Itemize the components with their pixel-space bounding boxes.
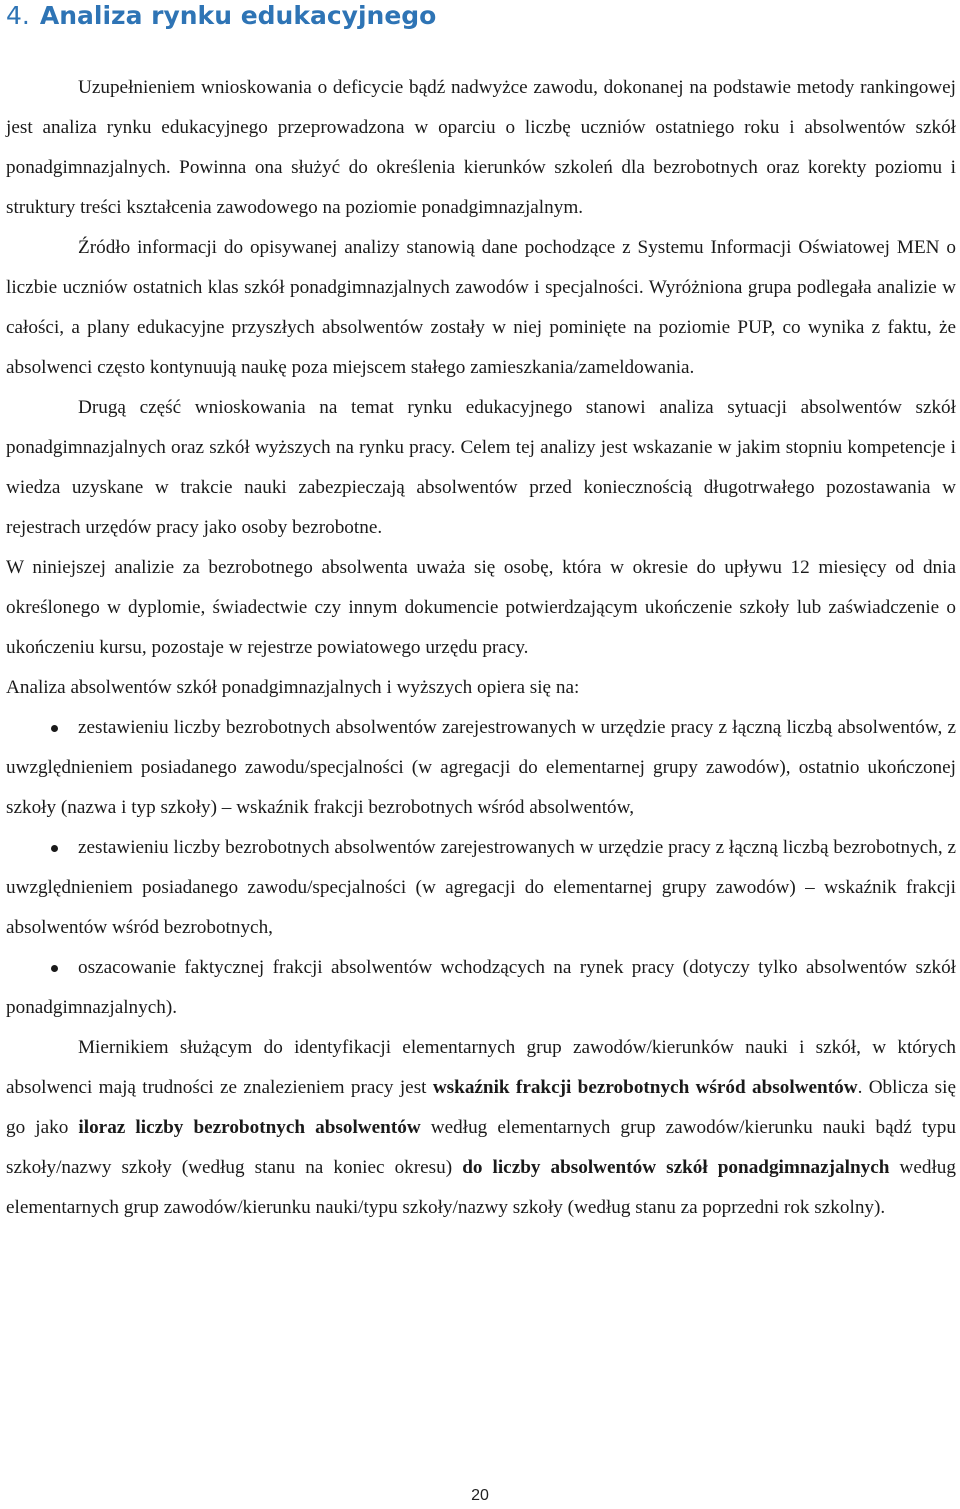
indicator-bold-3: do liczby absolwentów szkół ponadgimnazjalnych <box>462 1157 890 1178</box>
indicator-text-4: według elementarnych grup zawodów/kierunku nauki/typu szkoły/nazwy szkoły (według stanu za poprzedni rok szkolny). <box>6 1157 956 1218</box>
list-item-text: zestawieniu liczby bezrobotnych absolwentów zarejestrowanych w urzędzie pracy z łączną liczbą absolwentów, z uwzględnieniem posiadanego zawodu/specjalności (w agregacji do elementarnej grupy zawodów), ostatnio ukończonej szkoły (nazwa i typ szkoły) – wskaźnik frakcji bezrobotnych wśród absolwentów, <box>6 717 956 818</box>
bullet-icon <box>51 725 58 732</box>
paragraph-definition: W niniejszej analizie za bezrobotnego absolwenta uważa się osobę, która w okresie do upływu 12 miesięcy od dnia określonego w dyplomie, świadectwie czy innym dokumencie potwierdzającym ukończenie szkoły lub zaświadczenie o ukończeniu kursu, pozostaje w rejestrze powiatowego urzędu pracy. <box>6 557 956 658</box>
section-number: 4. <box>6 1 30 30</box>
paragraph-indicator <box>6 1028 956 1228</box>
indicator-text-1: Miernikiem służącym do identyfikacji elementarnych grup zawodów/kierunków nauki i szkół, w których absolwenci mają trudności ze znalezieniem pracy jest <box>6 1037 956 1098</box>
section-heading <box>6 0 436 32</box>
indicator-bold-2: iloraz liczby bezrobotnych absolwentów <box>78 1117 421 1138</box>
page-number: 20 <box>471 1487 489 1504</box>
list-item-text: oszacowanie faktycznej frakcji absolwentów wchodzących na rynek pracy (dotyczy tylko absolwentów szkół ponadgimnazjalnych). <box>6 957 956 1018</box>
indicator-text-3: według elementarnych grup zawodów/kierunku nauki bądź typu szkoły/nazwy szkoły (według stanu na koniec okresu) <box>6 1117 956 1178</box>
paragraph-graduates: Drugą część wnioskowania na temat rynku edukacyjnego stanowi analiza sytuacji absolwentów szkół ponadgimnazjalnych oraz szkół wyższych na rynku pracy. Celem tej analizy jest wskazanie w jakim stopniu kompetencje i wiedza uzyskane w trakcie nauki zabezpieczają absolwentów przed koniecznością długotrwałego pozostawania w rejestrach urzędów pracy jako osoby bezrobotne. <box>6 397 956 538</box>
paragraph-source: Źródło informacji do opisywanej analizy stanowią dane pochodzące z Systemu Informacji Oświatowej MEN o liczbie uczniów ostatnich klas szkół ponadgimnazjalnych zawodów i specjalności. Wyróżniona grupa podlegała analizie w całości, a plany edukacyjne przyszłych absolwentów zostały w niej pominięte na poziomie PUP, co wynika z faktu, że absolwenci często kontynuują naukę poza miejscem stałego zamieszkania/zameldowania. <box>6 237 956 378</box>
indicator-bold-1: wskaźnik frakcji bezrobotnych wśród absolwentów <box>432 1077 858 1098</box>
list-item <box>6 828 956 948</box>
bullet-icon <box>51 845 58 852</box>
bullet-icon <box>51 965 58 972</box>
section-title: Analiza rynku edukacyjnego <box>39 1 437 30</box>
list-item <box>6 948 956 1028</box>
paragraph-intro: Uzupełnieniem wnioskowania o deficycie bądź nadwyżce zawodu, dokonanej na podstawie metody rankingowej jest analiza rynku edukacyjnego przeprowadzona w oparciu o liczbę uczniów ostatniego roku i absolwentów szkół ponadgimnazjalnych. Powinna ona służyć do określenia kierunków szkoleń dla bezrobotnych oraz korekty poziomu i struktury treści kształcenia zawodowego na poziomie ponadgimnazjalnym. <box>6 77 956 218</box>
indicator-text-2: . Oblicza się go jako <box>6 1077 956 1138</box>
list-item-text: zestawieniu liczby bezrobotnych absolwentów zarejestrowanych w urzędzie pracy z łączną liczbą bezrobotnych, z uwzględnieniem posiadanego zawodu/specjalności (w agregacji do elementarnej grupy zawodów) – wskaźnik frakcji absolwentów wśród bezrobotnych, <box>6 837 956 938</box>
paragraph-list-intro: Analiza absolwentów szkół ponadgimnazjalnych i wyższych opiera się na: <box>6 677 580 698</box>
list-item <box>6 708 956 828</box>
document-body <box>6 68 956 1228</box>
